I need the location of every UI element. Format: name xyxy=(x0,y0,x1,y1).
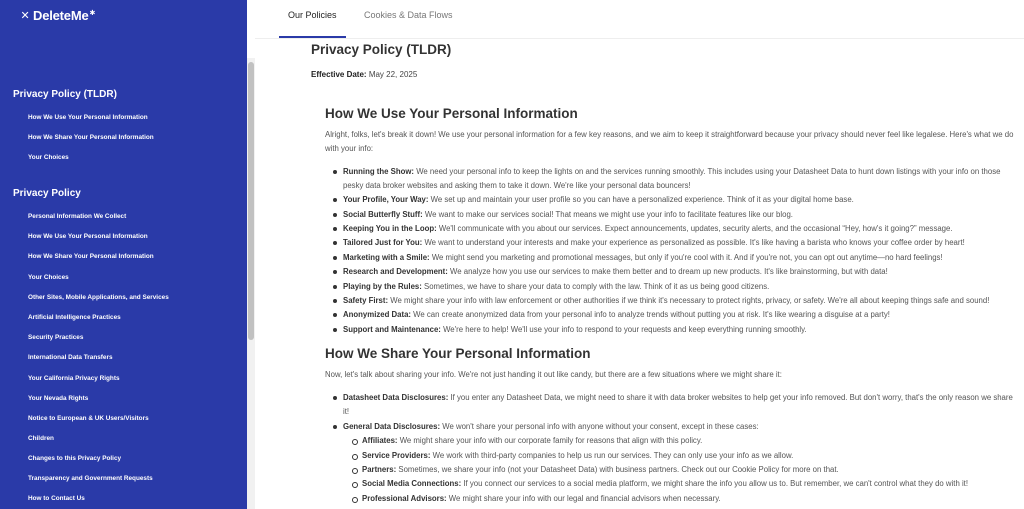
sidebar-item-contact[interactable]: How to Contact Us xyxy=(28,495,85,502)
effective-date xyxy=(311,70,417,79)
list-item xyxy=(343,308,1015,322)
sub-item-text: We might share your info with our corporate family for reasons that align with this policy. xyxy=(397,436,703,445)
sub-item-title: Service Providers: xyxy=(362,451,431,460)
sub-item-text: Sometimes, we share your info (not your Datasheet Data) with business partners. Check out our Cookie Policy for more on that. xyxy=(396,465,839,474)
list-item-text: We analyze how you use our services to make them better and to dream up new products. It's like brainstorming, but with data! xyxy=(447,267,888,276)
sidebar-item-tldr-use[interactable]: How We Use Your Personal Information xyxy=(28,114,148,121)
list-item-text: Sometimes, we have to share your data to comply with the law. Think of it as us being good citizens. xyxy=(421,282,770,291)
list-item-title: Playing by the Rules: xyxy=(343,282,422,291)
list-item-title: General Data Disclosures: xyxy=(343,422,441,431)
list-item xyxy=(343,251,1015,265)
sub-item-title: Affiliates: xyxy=(362,436,398,445)
list-item-title: Running the Show: xyxy=(343,167,415,176)
sidebar-item-europe-uk[interactable]: Notice to European & UK Users/Visitors xyxy=(28,415,149,422)
sidebar-item-other-sites[interactable]: Other Sites, Mobile Applications, and Services xyxy=(28,294,169,301)
section-intro-share: Now, let's talk about sharing your info. We're not just handing it out like candy, but there are a few situations where we might share it: xyxy=(325,370,782,379)
tab-cookies-data-flows[interactable]: Cookies & Data Flows xyxy=(364,10,453,20)
section-intro-use: Alright, folks, let's break it down! We use your personal information for a few key reasons, and we aim to keep it straightforward because your privacy should never feel like legalese. Here's what we do with your info: xyxy=(325,130,1014,153)
sidebar-group-policy[interactable]: Privacy Policy xyxy=(13,188,81,199)
list-item-title: Tailored Just for You: xyxy=(343,238,423,247)
list-item-text: We can create anonymized data from your personal info to analyze trends without putting you at risk. It's like wearing a disguise at a party! xyxy=(411,310,890,319)
list-item-text: We set up and maintain your user profile so you can have a personalized experience. Think of it as your digital home base. xyxy=(428,195,854,204)
list-item-title: Your Profile, Your Way: xyxy=(343,195,429,204)
list-item-title: Anonymized Data: xyxy=(343,310,412,319)
list-item xyxy=(343,165,1015,193)
sidebar xyxy=(0,0,247,509)
sidebar-item-transparency[interactable]: Transparency and Government Requests xyxy=(28,475,153,482)
list-item-text: If you enter any Datasheet Data, we might need to share it with data broker websites to help get your info removed. But don't worry, that's the only reason we share it! xyxy=(343,393,1013,416)
list-item-title: Support and Maintenance: xyxy=(343,325,441,334)
sub-item-title: Partners: xyxy=(362,465,397,474)
list-item-title: Datasheet Data Disclosures: xyxy=(343,393,449,402)
sidebar-item-use[interactable]: How We Use Your Personal Information xyxy=(28,233,148,240)
sidebar-item-california[interactable]: Your California Privacy Rights xyxy=(28,375,120,382)
sub-list-item xyxy=(362,434,1012,448)
sidebar-item-ai[interactable]: Artificial Intelligence Practices xyxy=(28,314,121,321)
list-item-title: Safety First: xyxy=(343,296,389,305)
list-item xyxy=(343,420,1015,434)
sub-list-item xyxy=(362,449,1012,463)
brand-star-icon: ✱ xyxy=(89,9,96,17)
sidebar-item-collect[interactable]: Personal Information We Collect xyxy=(28,213,127,220)
sub-item-text: If you connect our services to a social media platform, we might share the info you allow us to. But remember, we can't control what they do with it! xyxy=(461,479,969,488)
sub-item-text: We might share your info with our legal and financial advisors when necessary. xyxy=(446,494,721,503)
list-item-title: Marketing with a Smile: xyxy=(343,253,430,262)
sidebar-scrollbar-thumb[interactable] xyxy=(248,62,254,340)
list-item-text: We might send you marketing and promotional messages, but only if you're cool with it. And if you're not, you can opt out anytime—no hard feelings! xyxy=(429,253,943,262)
list-item-text: We're here to help! We'll use your info to respond to your requests and keep everything running smoothly. xyxy=(440,325,807,334)
sidebar-item-transfers[interactable]: International Data Transfers xyxy=(28,354,113,361)
sub-item-title: Professional Advisors: xyxy=(362,494,447,503)
list-item-text: We want to make our services social! That means we might use your info to facilitate features like our blog. xyxy=(422,210,793,219)
effective-date-label: Effective Date: xyxy=(311,70,367,79)
page-title: Privacy Policy (TLDR) xyxy=(311,42,452,57)
active-tab-indicator xyxy=(279,36,346,38)
list-item xyxy=(343,391,1015,419)
section-heading-use: How We Use Your Personal Information xyxy=(325,106,578,121)
sidebar-item-tldr-choices[interactable]: Your Choices xyxy=(28,154,69,161)
sidebar-item-tldr-share[interactable]: How We Share Your Personal Information xyxy=(28,134,154,141)
brand-name: DeleteMe xyxy=(33,8,89,23)
list-item xyxy=(343,280,1015,294)
list-item-title: Keeping You in the Loop: xyxy=(343,224,437,233)
list-item xyxy=(343,208,1015,222)
sidebar-item-share[interactable]: How We Share Your Personal Information xyxy=(28,253,154,260)
sub-list-item xyxy=(362,492,1012,506)
list-item-title: Research and Development: xyxy=(343,267,448,276)
list-item-title: Social Butterfly Stuff: xyxy=(343,210,423,219)
effective-date-value: May 22, 2025 xyxy=(368,70,418,79)
sub-list-item xyxy=(362,463,1012,477)
deleteme-logo-icon: ✕ xyxy=(20,10,30,22)
tab-our-policies[interactable]: Our Policies xyxy=(288,10,337,20)
sidebar-item-children[interactable]: Children xyxy=(28,435,54,442)
list-item-text: We need your personal info to keep the lights on and the services running smoothly. This includes using your Datasheet Data to hunt down listings with your info on those pesky data broker websites and asking them to take it down. We're like your personal data bouncers! xyxy=(343,167,1001,190)
list-item-text: We might share your info with law enforcement or other authorities if we think it's necessary to protect rights, privacy, or safety. We're all about keeping things safe and sound! xyxy=(388,296,990,305)
list-item xyxy=(343,323,1015,337)
sidebar-group-tldr[interactable]: Privacy Policy (TLDR) xyxy=(13,89,117,100)
section-heading-share: How We Share Your Personal Information xyxy=(325,346,591,361)
logo[interactable] xyxy=(19,8,95,23)
sidebar-item-changes[interactable]: Changes to this Privacy Policy xyxy=(28,455,122,462)
list-item xyxy=(343,294,1015,308)
list-item xyxy=(343,222,1015,236)
list-item-text: We'll communicate with you about our services. Expect announcements, updates, security alerts, and the occasional “Hey, how's it going?” message. xyxy=(436,224,953,233)
sidebar-item-choices[interactable]: Your Choices xyxy=(28,274,69,281)
tab-divider xyxy=(255,38,1024,39)
list-item xyxy=(343,193,1015,207)
sub-item-text: We work with third-party companies to help us run our services. They can only use your info as we allow. xyxy=(430,451,794,460)
sub-item-title: Social Media Connections: xyxy=(362,479,462,488)
sub-list-item xyxy=(362,477,1012,491)
list-item-text: We won't share your personal info with anyone without your consent, except in these cases: xyxy=(440,422,759,431)
list-item xyxy=(343,236,1015,250)
list-item xyxy=(343,265,1015,279)
sidebar-item-nevada[interactable]: Your Nevada Rights xyxy=(28,395,89,402)
list-item-text: We want to understand your interests and make your experience as personalized as possible. It's like having a barista who knows your coffee order by heart! xyxy=(422,238,965,247)
sidebar-item-security[interactable]: Security Practices xyxy=(28,334,84,341)
